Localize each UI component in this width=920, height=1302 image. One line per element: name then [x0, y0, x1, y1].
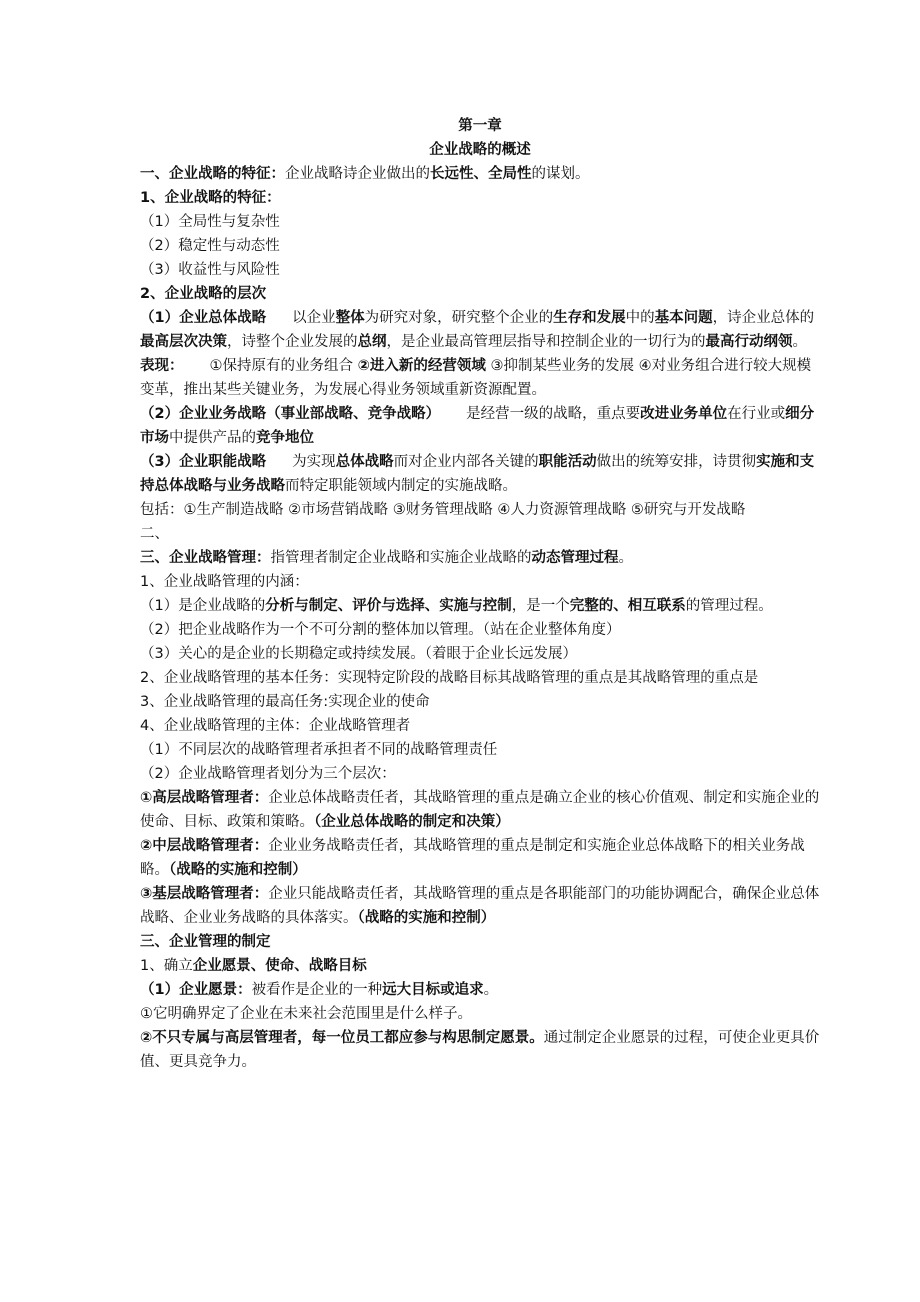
list-item: （1）不同层次的战略管理者承担者不同的战略管理责任 — [140, 742, 498, 758]
section-4-1: 1、确立企业愿景、使命、战略目标 — [140, 958, 367, 974]
performance-paragraph: 表现： ①保持原有的业务组合 ②进入新的经营领域 ③抑制某些业务的发展 ④对业务组合进行较大规模变革，推出某些关键业务，为发展心得业务领域重新资源配置。 — [140, 358, 812, 398]
list-item: （1）全局性与复杂性 — [140, 214, 280, 230]
section-1-2-heading: 2、企业战略的层次 — [140, 286, 267, 302]
list-item: （2）把企业战略作为一个不可分割的整体加以管理。（站在企业整体角度） — [140, 622, 621, 638]
business-strategy-paragraph: （2）企业业务战略（事业部战略、竞争战略） 是经营一级的战略，重点要改进业务单位在行业或细分市场中提供产品的竞争地位 — [140, 406, 815, 446]
list-item: （2）企业战略管理者划分为三个层次： — [140, 766, 396, 782]
high-level-manager-paragraph: ①高层战略管理者：企业总体战略责任者，其战略管理的重点是确立企业的核心价值观、制定和实施企业的使命、目标、政策和策略。（企业总体战略的制定和决策） — [140, 790, 820, 830]
section-3-1-heading: 1、企业战略管理的内涵： — [140, 574, 309, 590]
section-1-1-heading: 1、企业战略的特征： — [140, 190, 281, 206]
vision-paragraph: （1）企业愿景：被看作是企业的一种远大目标或追求。 — [140, 982, 499, 998]
list-item: ①它明确界定了企业在未来社会范围里是什么样子。 — [140, 1006, 472, 1022]
section-4-heading: 三、企业管理的制定 — [140, 934, 271, 950]
mid-level-manager-paragraph: ②中层战略管理者：企业业务战略责任者，其战略管理的重点是制定和实施企业总体战略下的相关业务战略。（战略的实施和控制） — [140, 838, 805, 878]
chapter-title: 企业战略的概述 — [429, 142, 531, 158]
section-1-heading: 一、企业战略的特征： — [140, 166, 285, 182]
functional-strategy-paragraph: （3）企业职能战略 为实现总体战略而对企业内部各关键的职能活动做出的统筹安排，诗贯彻实施和支持总体战略与业务战略而特定职能领域内制定的实施战略。 — [140, 454, 815, 494]
section-3-2: 2、企业战略管理的基本任务：实现特定阶段的战略目标其战略管理的重点是其战略管理的重点是 — [140, 670, 759, 686]
section-2-heading: 二、 — [140, 526, 169, 542]
section-3-4-heading: 4、企业战略管理的主体：企业战略管理者 — [140, 718, 411, 734]
chapter-number: 第一章 — [458, 118, 502, 134]
section-3: 三、企业战略管理：指管理者制定企业战略和实施企业战略的动态管理过程。 — [140, 550, 633, 566]
section-3-3: 3、企业战略管理的最高任务:实现企业的使命 — [140, 694, 430, 710]
list-item: （2）稳定性与动态性 — [140, 238, 280, 254]
corporate-strategy-paragraph: （1）企业总体战略 以企业整体为研究对象，研究整个企业的生存和发展中的基本问题，诗企业总体的最高层次决策，诗整个企业发展的总纲，是企业最高管理层指导和控制企业的一切行为的最高行动纲领。 — [140, 310, 815, 350]
list-item: （3）收益性与风险性 — [140, 262, 280, 278]
list-item: （3）关心的是企业的长期稳定或持续发展。（着眼于企业长远发展） — [140, 646, 577, 662]
list-item: （1）是企业战略的分析与制定、评价与选择、实施与控制，是一个完整的、相互联系的管理过程。 — [140, 598, 773, 614]
base-level-manager-paragraph: ③基层战略管理者：企业只能战略责任者，其战略管理的重点是各职能部门的功能协调配合，确保企业总体战略、企业业务战略的具体落实。（战略的实施和控制） — [140, 886, 820, 926]
section-1: 一、企业战略的特征：企业战略诗企业做出的长远性、全局性的谋划。 — [140, 166, 590, 182]
list-item: ②不只专属与高层管理者，每一位员工都应参与构思制定愿景。通过制定企业愿景的过程，可使企业更具价值、更具竞争力。 — [140, 1030, 820, 1070]
includes-paragraph: 包括：①生产制造战略 ②市场营销战略 ③财务管理战略 ④人力资源管理战略 ⑤研究与开发战略 — [140, 502, 746, 518]
